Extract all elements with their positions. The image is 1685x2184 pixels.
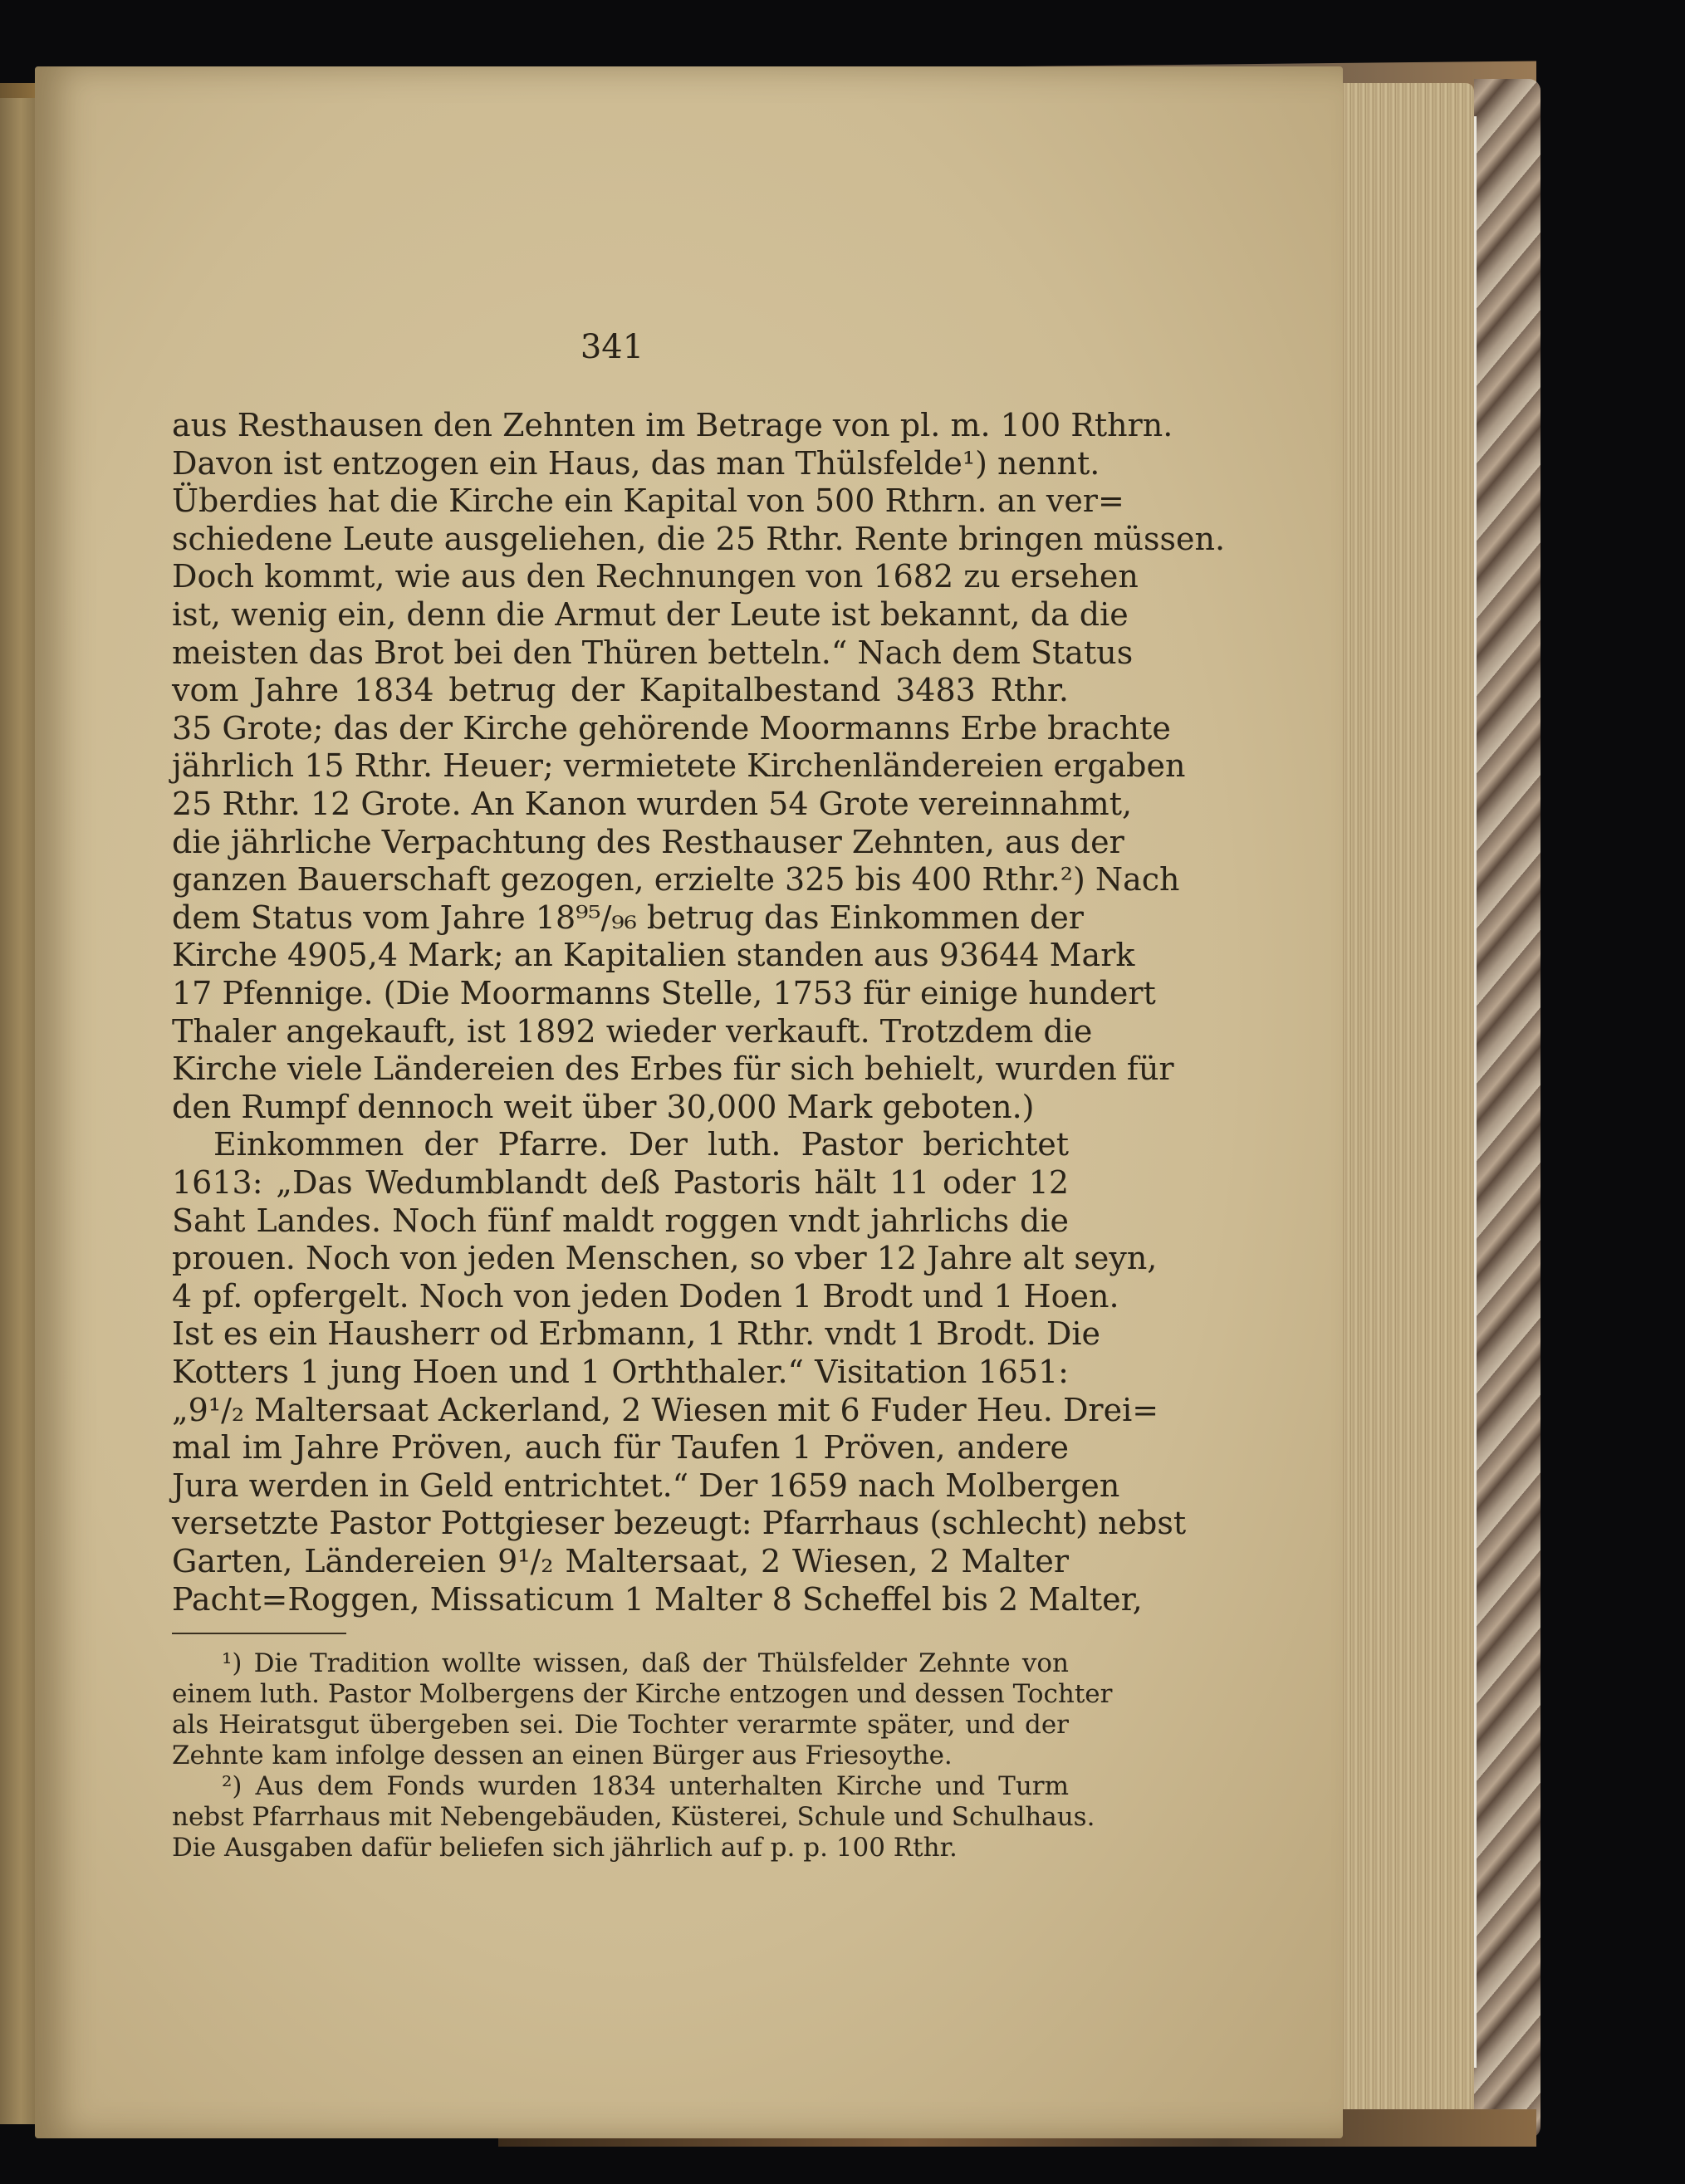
body-line: Ist es ein Hausherr od Erbmann, 1 Rthr. vndt 1 Brodt. Die — [172, 1315, 1101, 1353]
body-line: Jura werden in Geld entrichtet.“ Der 1659 nach Molbergen — [172, 1467, 1120, 1504]
body-line: ganzen Bauerschaft gezogen, erzielte 325 bis 400 Rthr.²) Nach — [172, 861, 1180, 899]
book-page — [35, 66, 1343, 2138]
footnote-divider — [172, 1633, 346, 1634]
body-line: Pacht=Roggen, Missaticum 1 Malter 8 Scheffel bis 2 Malter, — [172, 1580, 1143, 1618]
body-line: 17 Pfennige. (Die Moormanns Stelle, 1753 für einige hundert — [172, 975, 1156, 1011]
footnote-line: ²) Aus dem Fonds wurden 1834 unterhalten Kirche und Turm — [222, 1771, 1069, 1801]
page-block-edges — [1329, 83, 1474, 2126]
body-line: die jährliche Verpachtung des Resthauser Zehnten, aus der — [172, 823, 1124, 860]
body-line: Überdies hat die Kirche ein Kapital von 500 Rthrn. an ver= — [172, 482, 1124, 520]
body-line: Thaler angekauft, ist 1892 wieder verkauft. Trotzdem die — [172, 1012, 1093, 1050]
body-line: Kirche viele Ländereien des Erbes für sich behielt, wurden für — [172, 1050, 1174, 1088]
body-line: mal im Jahre Pröven, auch für Taufen 1 Pröven, andere — [172, 1429, 1069, 1467]
body-line: „9¹/₂ Maltersaat Ackerland, 2 Wiesen mit 6 Fuder Heu. Drei= — [172, 1391, 1159, 1428]
body-line: Garten, Ländereien 9¹/₂ Maltersaat, 2 Wiesen, 2 Malter — [172, 1543, 1069, 1579]
footnote-line: ¹) Die Tradition wollte wissen, daß der Thülsfelder Zehnte von — [222, 1648, 1069, 1678]
body-line: Kotters 1 jung Hoen und 1 Orththaler.“ Visitation 1651: — [172, 1354, 1069, 1390]
body-line: prouen. Noch von jeden Menschen, so vber 12 Jahre alt seyn, — [172, 1240, 1158, 1277]
footnote-line: nebst Pfarrhaus mit Nebengebäuden, Küsterei, Schule und Schulhaus. — [172, 1802, 1095, 1832]
body-line: 35 Grote; das der Kirche gehörende Moormanns Erbe brachte — [172, 709, 1171, 747]
body-line: schiedene Leute ausgeliehen, die 25 Rthr. Rente bringen müssen. — [172, 520, 1226, 557]
footnote-line: als Heiratsgut übergeben sei. Die Tochter verarmte später, und der — [172, 1710, 1069, 1740]
body-line: vom Jahre 1834 betrug der Kapitalbestand 3483 Rthr. — [172, 672, 1069, 709]
body-line: 4 pf. opfergelt. Noch von jeden Doden 1 Brodt und 1 Hoen. — [172, 1277, 1119, 1315]
body-line: Doch kommt, wie aus den Rechnungen von 1682 zu ersehen — [172, 558, 1139, 595]
body-line: ist, wenig ein, denn die Armut der Leute ist bekannt, da die — [172, 596, 1129, 633]
body-line: Kirche 4905,4 Mark; an Kapitalien standen aus 93644 Mark — [172, 937, 1135, 974]
footnote-line: Die Ausgaben dafür beliefen sich jährlich auf p. p. 100 Rthr. — [172, 1833, 958, 1863]
body-line: Davon ist entzogen ein Haus, das man Thülsfelde¹) nennt. — [172, 444, 1100, 482]
body-line: den Rumpf dennoch weit über 30,000 Mark geboten.) — [172, 1088, 1035, 1125]
body-line: meisten das Brot bei den Thüren betteln.“ Nach dem Status — [172, 634, 1134, 671]
body-line: aus Resthausen den Zehnten im Betrage von pl. m. 100 Rthrn. — [172, 407, 1173, 443]
body-line: versetzte Pastor Pottgieser bezeugt: Pfarrhaus (schlecht) nebst — [172, 1505, 1187, 1542]
footnote-line: Zehnte kam infolge dessen an einen Bürger aus Friesoythe. — [172, 1741, 953, 1770]
body-line: Saht Landes. Noch fünf maldt roggen vndt jahrlichs die — [172, 1202, 1069, 1239]
footnote-line: einem luth. Pastor Molbergens der Kirche entzogen und dessen Tochter — [172, 1679, 1113, 1709]
marbled-cover — [1474, 79, 1541, 2138]
left-page-fragment — [0, 98, 35, 2124]
body-line: 1613: „Das Wedumblandt deß Pastoris hält 11 oder 12 — [172, 1164, 1069, 1201]
body-line: dem Status vom Jahre 18⁹⁵/₉₆ betrug das Einkommen der — [172, 899, 1084, 936]
page-number: 341 — [580, 328, 644, 366]
body-line: jährlich 15 Rthr. Heuer; vermietete Kirchenländereien ergaben — [172, 747, 1186, 785]
body-line: Einkommen der Pfarre. Der luth. Pastor berichtet — [213, 1126, 1069, 1163]
body-line: 25 Rthr. 12 Grote. An Kanon wurden 54 Grote vereinnahmt, — [172, 786, 1133, 822]
